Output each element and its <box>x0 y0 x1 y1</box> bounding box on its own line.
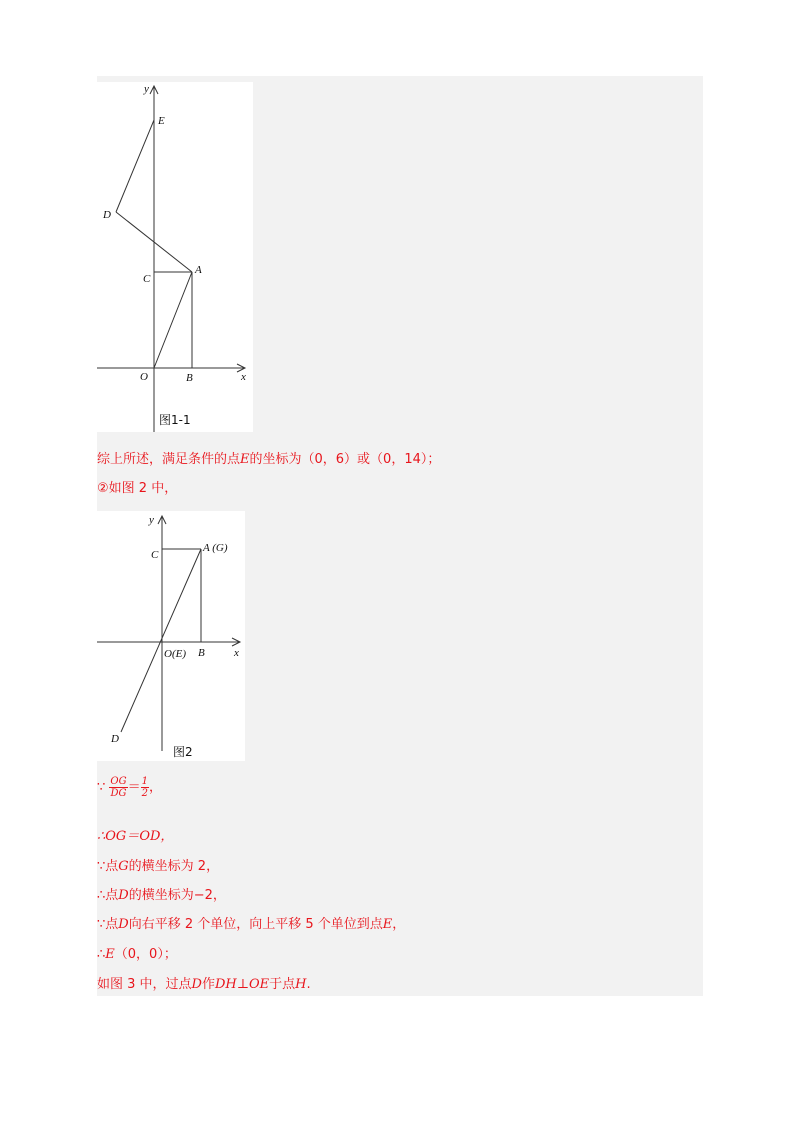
line9-point: D <box>191 977 202 992</box>
label-c: C <box>143 273 151 285</box>
line8-point: E <box>105 947 115 962</box>
line9-suffix: . <box>306 977 311 992</box>
label-a-g: A (G) <box>203 542 228 554</box>
line1-prefix: 综上所述，满足条件的点 <box>97 452 241 467</box>
label-d: D <box>103 209 111 221</box>
figure-2-caption: 图2 <box>173 745 193 759</box>
line7-prefix: ∵点 <box>97 917 119 932</box>
fraction-denominator: DG <box>110 788 127 799</box>
line9-expr: DH⊥OE <box>215 977 270 992</box>
fraction-one-half <box>141 776 149 799</box>
segment-ad <box>121 549 201 732</box>
line8-prefix: ∴ <box>97 947 106 962</box>
text-line-1 <box>97 451 440 469</box>
label-a: A <box>195 264 202 276</box>
figure-1-1-diagram <box>97 82 253 432</box>
label-y: y <box>144 83 149 95</box>
text-line-8 <box>97 946 177 964</box>
label-c: C <box>151 549 159 561</box>
segment-oa <box>154 272 192 368</box>
line5-suffix: 的横坐标为 2， <box>128 859 220 874</box>
line8-suffix: （0，0）； <box>114 947 177 962</box>
text-line-5 <box>97 858 219 876</box>
fraction-og-dg <box>109 776 127 799</box>
line1-suffix: 的坐标为（0，6）或（0，14）； <box>249 452 441 467</box>
segment-de <box>116 120 154 212</box>
line9-mid2: 于点 <box>269 977 296 992</box>
text-line-4 <box>97 828 173 846</box>
line9-mid: 作 <box>201 977 215 992</box>
label-d: D <box>111 733 119 745</box>
line9-point2: H <box>295 977 307 992</box>
line6-suffix: 的横坐标为−2， <box>128 888 226 903</box>
line5-point: G <box>118 859 129 874</box>
text-line-3 <box>97 776 162 800</box>
figure-2-diagram <box>97 511 245 761</box>
line7-suffix: ， <box>392 917 406 932</box>
fraction-numerator: OG <box>110 776 127 787</box>
line7-point: D <box>118 917 129 932</box>
label-o: O <box>140 371 148 383</box>
line3-equals: ＝ <box>127 780 141 795</box>
line3-tail: ， <box>149 780 163 795</box>
line2-text: ②如图 2 中， <box>97 481 178 496</box>
figure-1-1 <box>97 82 253 432</box>
label-x: x <box>241 371 246 383</box>
text-line-7 <box>97 916 405 934</box>
label-b: B <box>186 372 193 384</box>
line5-prefix: ∵点 <box>97 859 119 874</box>
fraction-denominator: 2 <box>141 788 148 799</box>
label-b: B <box>198 647 205 659</box>
line1-point: E <box>240 452 250 467</box>
line4-text: ∴OG＝OD， <box>97 829 174 844</box>
line7-point2: E <box>382 917 393 932</box>
label-x: x <box>234 647 239 659</box>
text-line-6 <box>97 887 226 905</box>
fraction-numerator: 1 <box>141 776 148 787</box>
figure-1-1-caption: 图1-1 <box>159 413 191 427</box>
line9-prefix: 如图 3 中，过点 <box>97 977 192 992</box>
label-y: y <box>149 514 154 526</box>
line3-because: ∵ <box>97 780 106 795</box>
line7-mid: 向右平移 2 个单位，向上平移 5 个单位到点 <box>128 917 383 932</box>
text-line-2 <box>97 480 177 498</box>
line6-prefix: ∴点 <box>97 888 119 903</box>
line6-point: D <box>118 888 129 903</box>
label-o-e: O(E) <box>164 648 186 660</box>
label-e: E <box>158 115 165 127</box>
figure-2 <box>97 511 245 761</box>
text-line-9 <box>97 976 311 994</box>
